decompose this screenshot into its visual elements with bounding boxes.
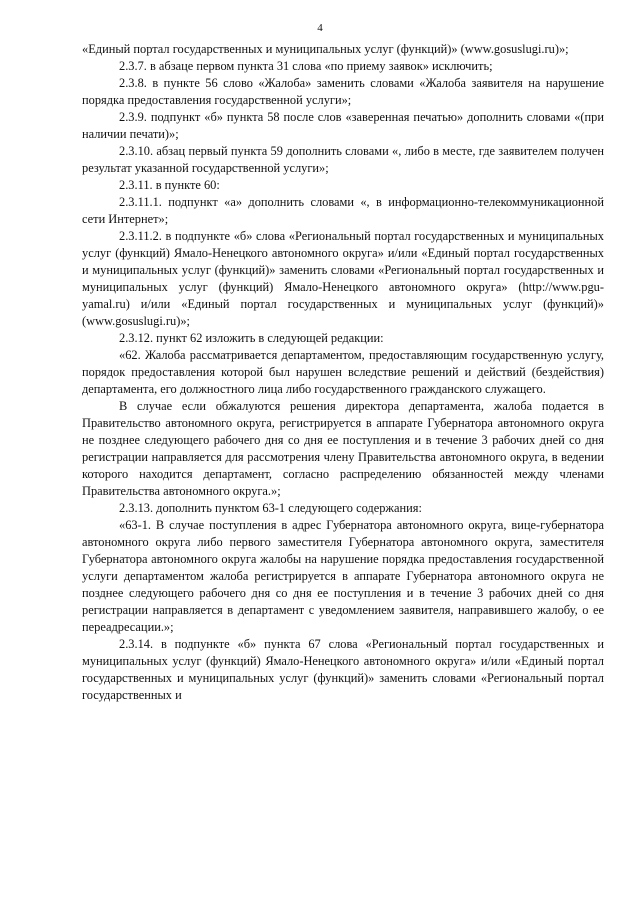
paragraph: «63-1. В случае поступления в адрес Губернатора автономного округа, вице-губернатора автономного округа либо первого заместителя Губернатора автономного округа, заместителя Губернатора автономного округа жалобы на нарушение порядка предоставления государственной услуги департаментом жалоба регистрируется в аппарате Губернатора автономного округа не позднее следующего рабочего дня со дня ее поступления и в течение 3 рабочих дней со дня регистрации направляется в департамент с уведомлением заявителя, направившего жалобу, о ее переадресации.»; — [82, 518, 604, 634]
document-body — [82, 41, 604, 704]
paragraph: 2.3.9. подпункт «б» пункта 58 после слов «заверенная печатью» дополнить словами «(при наличии печати)»; — [82, 110, 604, 141]
paragraph: 2.3.11.1. подпункт «а» дополнить словами «, в информационно-телекоммуникационной сети Интернет»; — [82, 195, 604, 226]
paragraph: 2.3.7. в абзаце первом пункта 31 слова «по приему заявок» исключить; — [119, 59, 493, 73]
paragraph: 2.3.11. в пункте 60: — [119, 178, 220, 192]
paragraph: 2.3.10. абзац первый пункта 59 дополнить словами «, либо в месте, где заявителем получен результат указанной государственной услуги»; — [82, 144, 604, 175]
paragraph: 2.3.12. пункт 62 изложить в следующей редакции: — [119, 331, 384, 345]
page-number: 4 — [317, 22, 323, 34]
paragraph: «Единый портал государственных и муниципальных услуг (функций)» (www.gosuslugi.ru)»; — [82, 42, 569, 56]
paragraph: 2.3.13. дополнить пунктом 63-1 следующего содержания: — [119, 501, 422, 515]
paragraph: В случае если обжалуются решения директора департамента, жалоба подается в Правительство автономного округа, регистрируется в аппарате Губернатора автономного округа не позднее следующего рабочего дня со дня ее поступления и в течение 3 рабочих дней со дня регистрации направляется для рассмотрения члену Правительства автономного округа, в ведении которого находится департамент, согласно распределению обязанностей между членами Правительства автономного округа.»; — [82, 399, 604, 498]
paragraph: 2.3.14. в подпункте «б» пункта 67 слова «Региональный портал государственных и муниципальных услуг (функций) Ямало-Ненецкого автономного округа» и/или «Единый портал государственных и муниципальных услуг (функций)» заменить словами «Региональный портал государственных и — [82, 637, 604, 702]
paragraph: «62. Жалоба рассматривается департаментом, предоставляющим государственную услугу, порядок предоставления которой был нарушен вследствие решений и действий (бездействия) департамента, его должностного лица либо государственного гражданского служащего. — [82, 348, 604, 396]
paragraph: 2.3.11.2. в подпункте «б» слова «Региональный портал государственных и муниципальных услуг (функций) Ямало-Ненецкого автономного округа» и/или «Единый портал государственных и муниципальных услуг (функций)» заменить словами «Региональный портал государственных и муниципальных услуг (функций) Ямало-Ненецкого автономного округа» (http://www.pgu-yamal.ru) и/или «Единый портал государственных и муниципальных услуг (функций)» (www.gosuslugi.ru)»; — [82, 229, 604, 328]
paragraph: 2.3.8. в пункте 56 слово «Жалоба» заменить словами «Жалоба заявителя на нарушение порядка предоставления государственной услуги»; — [82, 76, 604, 107]
